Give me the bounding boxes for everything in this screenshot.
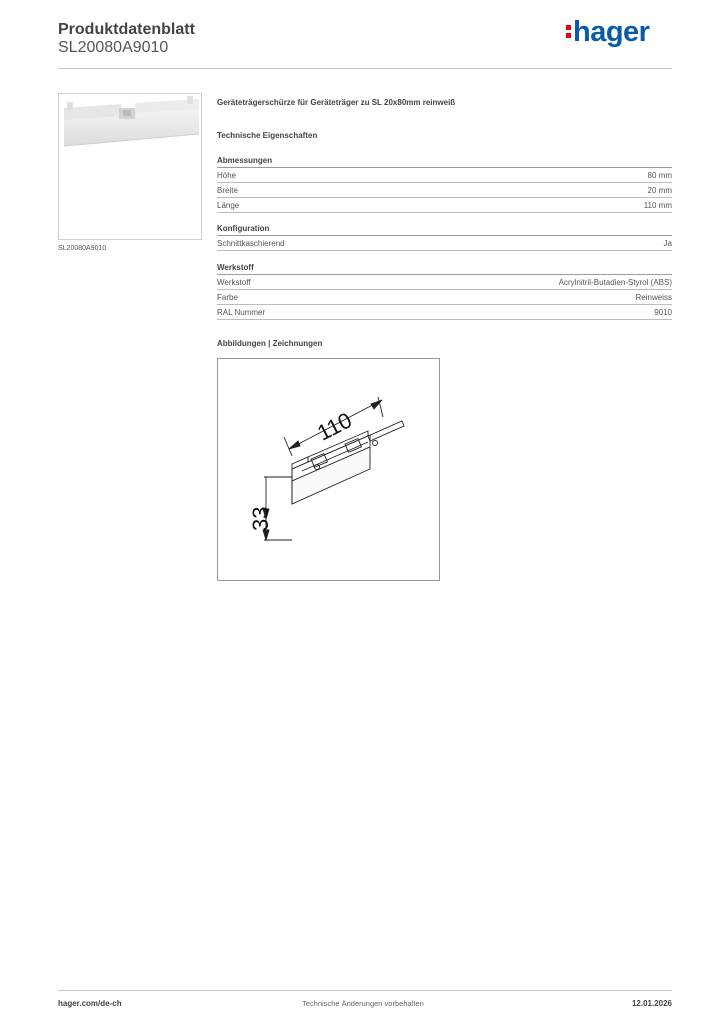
- property-row: [217, 236, 672, 251]
- group-heading-configuration: Konfiguration: [217, 224, 672, 236]
- page-title: Produktdatenblatt: [58, 21, 195, 38]
- property-label: Farbe: [217, 293, 238, 302]
- product-code: SL20080A9010: [58, 39, 169, 56]
- property-label: RAL Nummer: [217, 308, 266, 317]
- footer-notice: Technische Änderungen vorbehalten: [302, 999, 424, 1008]
- property-value: 110 mm: [643, 201, 672, 210]
- property-value: 9010: [654, 308, 672, 317]
- dim-height-label: 33: [248, 506, 273, 531]
- property-label: Breite: [217, 186, 238, 195]
- hager-logo: [566, 17, 649, 47]
- logo-dots-icon: [566, 22, 572, 40]
- property-value: 80 mm: [647, 171, 672, 180]
- dimension-drawing-icon: [218, 359, 439, 580]
- product-photo-icon: [59, 94, 202, 240]
- footer-website-link[interactable]: hager.com/de-ch: [58, 999, 122, 1008]
- property-value: Reinweiss: [635, 293, 672, 302]
- property-value: 20 mm: [647, 186, 672, 195]
- footer-divider: [58, 990, 672, 991]
- section-drawings: Abbildungen | Zeichnungen: [217, 339, 323, 348]
- property-row: [217, 183, 672, 198]
- product-description: Geräteträgerschürze für Geräteträger zu SL 20x80mm reinweiß: [217, 98, 456, 107]
- technical-drawing: [217, 358, 440, 581]
- image-caption: SL20080A9010: [58, 245, 107, 252]
- property-row: [217, 275, 672, 290]
- group-heading-dimensions: Abmessungen: [217, 156, 672, 168]
- property-label: Länge: [217, 201, 240, 210]
- property-value: Acrylnitril-Butadien-Styrol (ABS): [558, 278, 672, 287]
- logo-text: hager: [573, 16, 650, 48]
- header-divider: [58, 68, 672, 69]
- group-heading-material: Werkstoff: [217, 263, 672, 275]
- footer-date: 12.01.2026: [631, 999, 672, 1008]
- property-label: Werkstoff: [217, 278, 251, 287]
- property-label: Schnittkaschierend: [217, 239, 285, 248]
- property-value: Ja: [663, 239, 672, 248]
- property-row: [217, 168, 672, 183]
- property-row: [217, 305, 672, 320]
- product-image: [58, 93, 202, 240]
- dim-length-label: 110: [313, 407, 356, 446]
- section-technical-properties: Technische Eigenschaften: [217, 131, 318, 140]
- property-row: [217, 198, 672, 213]
- property-label: Höhe: [217, 171, 237, 180]
- property-row: [217, 290, 672, 305]
